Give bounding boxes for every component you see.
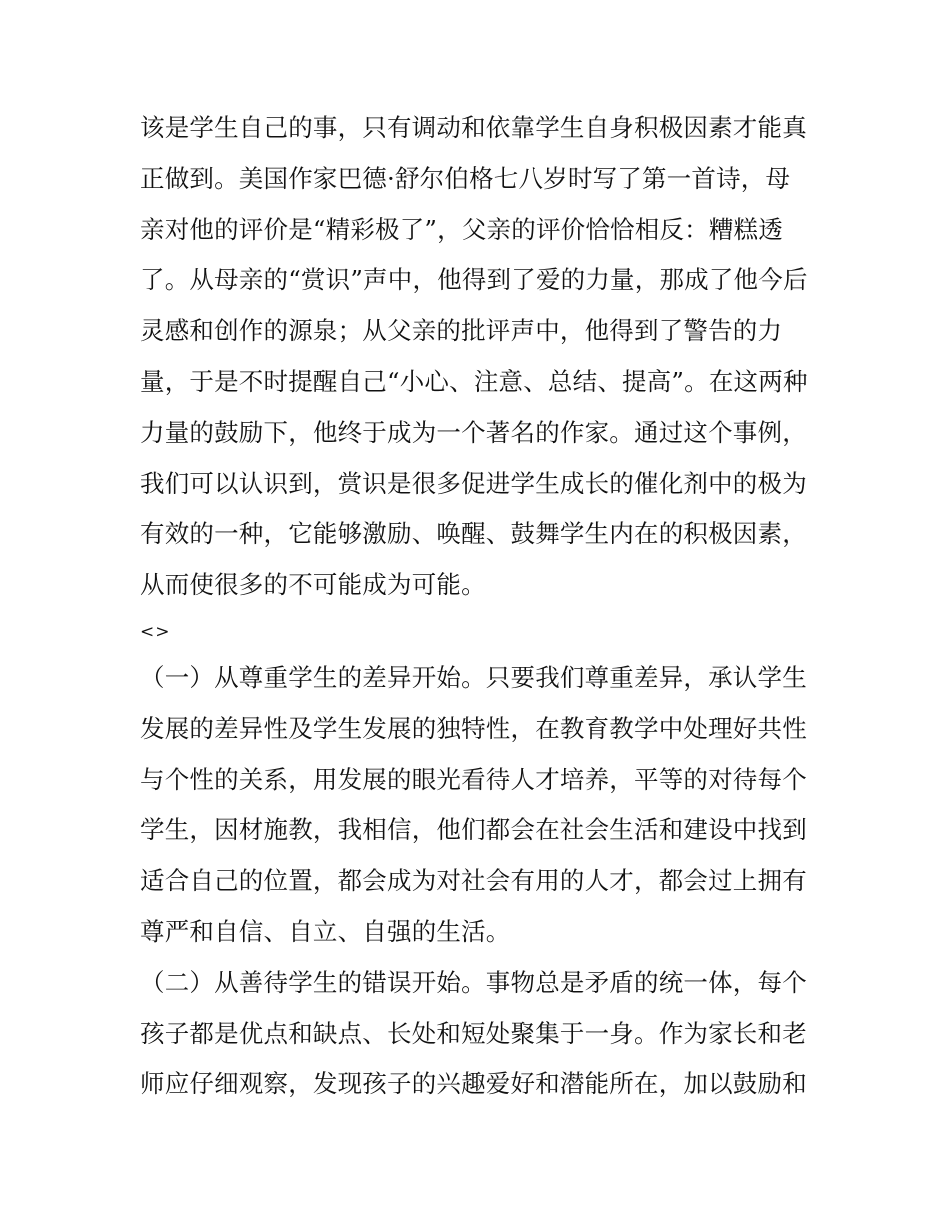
text-line: 师应仔细观察，发现孩子的兴趣爱好和潜能所在，加以鼓励和 [140, 1069, 807, 1099]
text-line: 孩子都是优点和缺点、长处和短处聚集于一身。作为家长和老 [140, 1018, 807, 1048]
text-line: 正做到。美国作家巴德·舒尔伯格七八岁时写了第一首诗，母 [140, 163, 791, 193]
section-marker: <> [140, 621, 171, 642]
body-text [140, 103, 820, 1110]
text-line: 尊严和自信、自立、自强的生活。 [140, 916, 511, 946]
text-line: 我们可以认识到，赏识是很多促进学生成长的催化剂中的极为 [140, 468, 807, 498]
text-line: 量，于是不时提醒自己“小心、注意、总结、提高”。在这两种 [140, 366, 808, 396]
text-line: （一）从尊重学生的差异开始。只要我们尊重差异，承认学生 [140, 662, 807, 692]
text-line: 从而使很多的不可能成为可能。 [140, 570, 486, 600]
text-line: 亲对他的评价是“精彩极了”，父亲的评价恰恰相反：糟糕透 [140, 214, 783, 244]
text-line: 发展的差异性及学生发展的独特性，在教育教学中处理好共性 [140, 713, 807, 743]
text-line: 学生，因材施教，我相信，他们都会在社会生活和建设中找到 [140, 815, 807, 845]
text-line: 适合自己的位置，都会成为对社会有用的人才，都会过上拥有 [140, 866, 807, 896]
text-line: 了。从母亲的“赏识”声中，他得到了爱的力量，那成了他今后 [140, 265, 808, 295]
text-line: 该是学生自己的事，只有调动和依靠学生自身积极因素才能真 [140, 113, 807, 142]
text-line: 有效的一种，它能够激励、唤醒、鼓舞学生内在的积极因素， [140, 519, 807, 549]
text-line: 与个性的关系，用发展的眼光看待人才培养，平等的对待每个 [140, 764, 807, 794]
text-line: （二）从善待学生的错误开始。事物总是矛盾的统一体，每个 [140, 967, 807, 997]
text-line: 灵感和创作的源泉；从父亲的批评声中，他得到了警告的力 [140, 316, 783, 346]
text-line: 力量的鼓励下，他终于成为一个著名的作家。通过这个事例， [140, 417, 807, 447]
